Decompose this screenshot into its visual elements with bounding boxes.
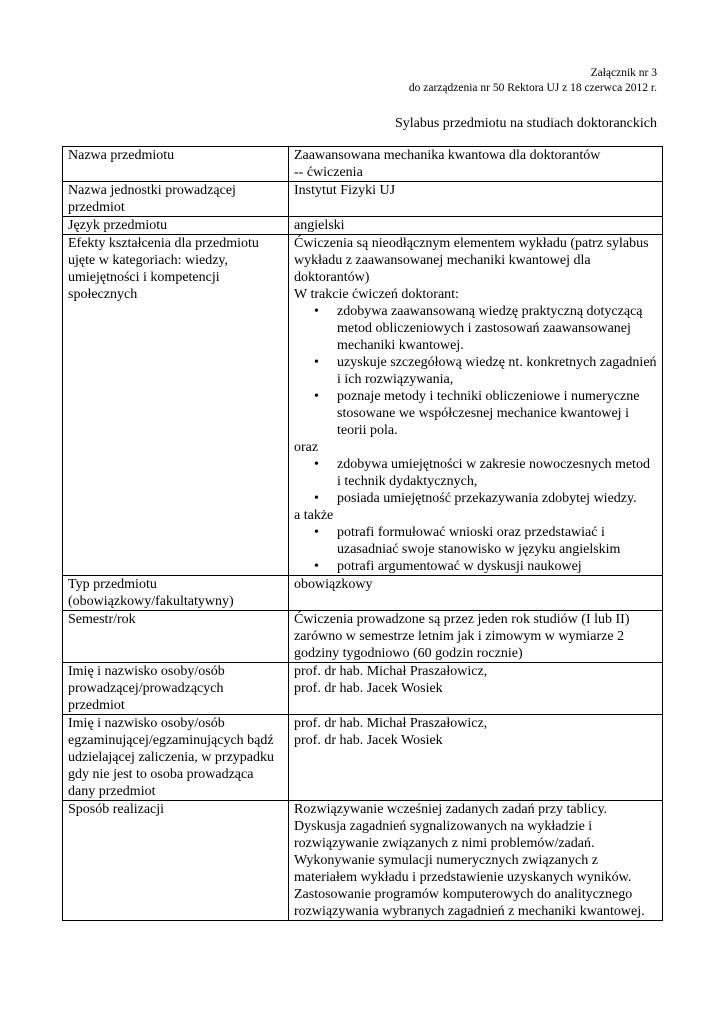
table-row-type [63, 576, 663, 611]
subject-name-line-2: -- ćwiczenia [294, 165, 363, 180]
label-cell: Sposób realizacji [63, 801, 289, 921]
list-item: • poznaje metody i techniki obliczeniowe i numeryczne stosowane we współczesnej mechanice kwantowej i teorii pola. [294, 388, 657, 439]
value-cell: Ćwiczenia prowadzone są przez jeden rok studiów (I lub II) zarówno w semestrze letnim jak i zimowym w wymiarze 2 godziny tygodniowo (60 godzin rocznie) [289, 611, 663, 663]
label-cell: Semestr/rok [63, 611, 289, 663]
label-cell: Nazwa przedmiotu [63, 147, 289, 182]
table-row-unit [63, 182, 663, 217]
outcomes-list-1 [294, 303, 657, 439]
value-cell [289, 715, 663, 801]
table-row-method [63, 801, 663, 921]
outcomes-list-2 [294, 456, 657, 507]
value-cell: Instytut Fizyki UJ [289, 182, 663, 217]
method-line-3: Wykonywanie symulacji numerycznych związanych z materiałem wykładu i przedstawienie uzyskanych wyników. [294, 853, 632, 885]
document-title: Sylabus przedmiotu na studiach doktoranckich [394, 116, 657, 131]
annex-note [237, 66, 657, 96]
examiner-2: prof. dr hab. Jacek Wosiek [294, 733, 443, 748]
method-line-2: Dyskusja zagadnień sygnalizowanych na wykładzie i rozwiązywanie związanych z nimi problemów/zadań. [294, 819, 595, 851]
lecturer-1: prof. dr hab. Michał Praszałowicz, [294, 664, 488, 679]
list-item: • potrafi formułować wnioski oraz przedstawiać i uzasadniać swoje stanowisko w języku angielskim [294, 524, 657, 558]
label-cell: Imię i nazwisko osoby/osób prowadzącej/prowadzących przedmiot [63, 663, 289, 715]
table-row-lecturers [63, 663, 663, 715]
label-cell: Nazwa jednostki prowadzącej przedmiot [63, 182, 289, 217]
outcomes-also: a także [294, 508, 334, 523]
value-cell [289, 663, 663, 715]
table-row-semester [63, 611, 663, 663]
lecturer-2: prof. dr hab. Jacek Wosiek [294, 681, 443, 696]
label-cell: Język przedmiotu [63, 217, 289, 235]
table-row-language [63, 217, 663, 235]
outcomes-intro: Ćwiczenia są nieodłącznym elementem wykładu (patrz sylabus wykładu z zaawansowanej mechaniki kwantowej dla doktorantów) [294, 236, 649, 285]
list-item: • zdobywa zaawansowaną wiedzę praktyczną dotyczącą metod obliczeniowych i zastosowań zaawansowanej mechaniki kwantowej. [294, 303, 657, 354]
outcomes-during: W trakcie ćwiczeń doktorant: [294, 287, 459, 302]
list-item: • zdobywa umiejętności w zakresie nowoczesnych metod i technik dydaktycznych, [294, 456, 657, 490]
label-cell: Efekty kształcenia dla przedmiotu ujęte w kategoriach: wiedzy, umiejętności i kompetencji społecznych [63, 235, 289, 576]
annex-line-1: Załącznik nr 3 [590, 67, 657, 79]
value-cell [289, 235, 663, 576]
outcomes-list-3 [294, 524, 657, 575]
syllabus-table [62, 146, 663, 921]
method-line-4: Zastosowanie programów komputerowych do analitycznego rozwiązywania wybranych zagadnień z mechaniki kwantowej. [294, 887, 645, 919]
label-cell: Typ przedmiotu (obowiązkowy/fakultatywny) [63, 576, 289, 611]
method-line-1: Rozwiązywanie wcześniej zadanych zadań przy tablicy. [294, 802, 608, 817]
list-item: • potrafi argumentować w dyskusji naukowej [294, 558, 657, 575]
value-cell [289, 147, 663, 182]
table-row-examiners [63, 715, 663, 801]
outcomes-and: oraz [294, 440, 319, 455]
list-item: • posiada umiejętność przekazywania zdobytej wiedzy. [294, 490, 657, 507]
list-item: • uzyskuje szczegółową wiedzę nt. konkretnych zagadnień i ich rozwiązywania, [294, 354, 657, 388]
examiner-1: prof. dr hab. Michał Praszałowicz, [294, 716, 488, 731]
label-cell: Imię i nazwisko osoby/osób egzaminującej/egzaminujących bądź udzielającej zaliczenia, w przypadku gdy nie jest to osoba prowadząca dany przedmiot [63, 715, 289, 801]
value-cell [289, 801, 663, 921]
annex-line-2: do zarządzenia nr 50 Rektora UJ z 18 czerwca 2012 r. [408, 82, 657, 94]
subject-name-line-1: Zaawansowana mechanika kwantowa dla doktorantów [294, 148, 601, 163]
value-cell: obowiązkowy [289, 576, 663, 611]
value-cell: angielski [289, 217, 663, 235]
table-row-subject-name [63, 147, 663, 182]
table-row-outcomes [63, 235, 663, 576]
